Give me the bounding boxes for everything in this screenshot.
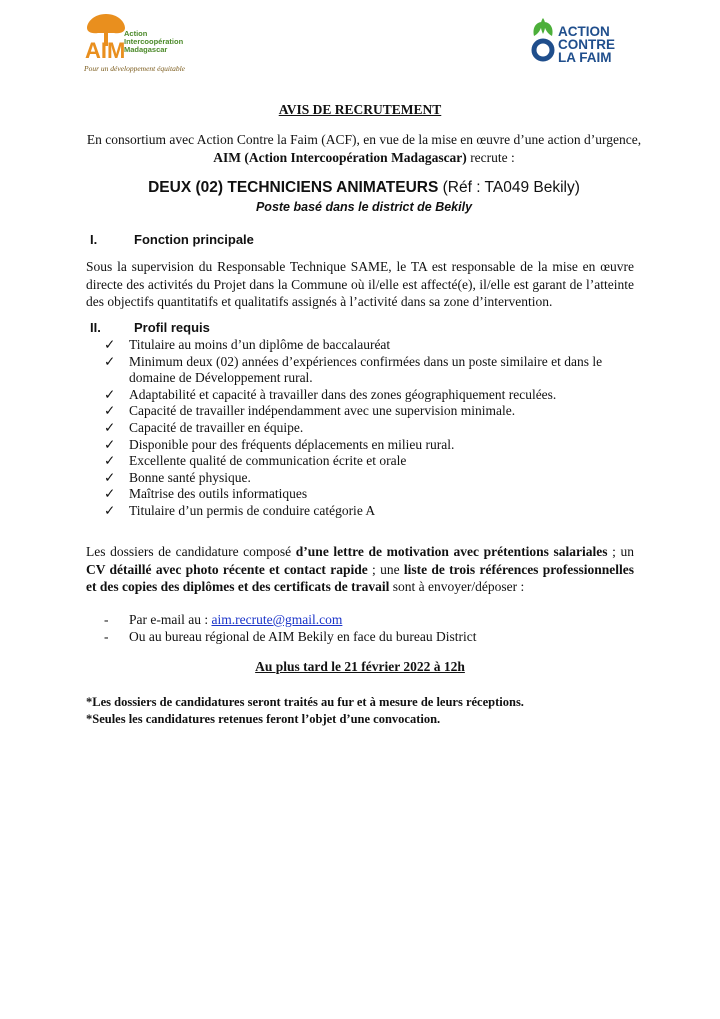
list-item: ✓ Minimum deux (02) années d’expériences confirmées dans un poste similaire et dans le domaine de Développement rural. (104, 353, 603, 386)
aim-tree-icon (84, 12, 128, 62)
list-item: ✓ Bonne santé physique. (104, 469, 251, 485)
checkmark-icon: ✓ (104, 453, 116, 469)
checkmark-icon: ✓ (104, 469, 116, 485)
checkmark-icon: ✓ (104, 486, 116, 502)
list-item: ✓ Titulaire d’un permis de conduire catégorie A (104, 502, 376, 518)
list-item: ✓ Titulaire au moins d’un diplôme de baccalauréat (104, 337, 391, 352)
contact-list (104, 611, 634, 645)
checkmark-icon: ✓ (104, 386, 116, 402)
job-reference: (Réf : TA049 Bekily) (438, 179, 580, 196)
acf-wordmark: ACTION CONTRE LA FAIM (558, 24, 615, 65)
contact-office-item: - Ou au bureau régional de AIM Bekily en face du bureau District (104, 629, 477, 644)
checkmark-icon: ✓ (104, 419, 116, 435)
list-item: ✓ Maîtrise des outils informatiques (104, 486, 308, 502)
list-item: ✓ Excellente qualité de communication écrite et orale (104, 453, 407, 469)
job-location: Poste basé dans le district de Bekily (255, 200, 473, 214)
list-item: ✓ Capacité de travailler indépendamment avec une supervision minimale. (104, 403, 516, 419)
aim-name: Action Intercoopération Madagascar (124, 29, 184, 54)
notes (86, 694, 646, 728)
list-item: ✓ Adaptabilité et capacité à travailler dans des zones géographiquement reculées. (104, 386, 557, 402)
list-item: ✓ Disponible pour des fréquents déplacements en milieu rural. (104, 436, 455, 452)
section-heading-profil: II. Profil requis (90, 320, 210, 335)
checkmark-icon: ✓ (104, 403, 116, 419)
checkmark-icon: ✓ (104, 436, 116, 452)
page-title: AVIS DE RECRUTEMENT (278, 102, 442, 117)
list-item: ✓ Capacité de travailler en équipe. (104, 419, 304, 435)
checkmark-icon: ✓ (104, 353, 116, 369)
checkmark-icon: ✓ (104, 502, 116, 518)
deadline: Au plus tard le 21 février 2022 à 12h (255, 659, 465, 674)
note-line: *Seules les candidatures retenues feront l’objet d’une convocation. (86, 712, 441, 726)
aim-tagline: Pour un développement équitable (84, 64, 186, 73)
job-title (86, 179, 642, 197)
dossier-paragraph: Les dossiers de candidature composé d’une lettre de motivation avec prétentions salariales ; un CV détaillé avec photo récente et contact rapide ; une liste de trois références professionnelles et des copies des diplômes et des certificats de travail sont à envoyer/déposer : (86, 544, 634, 594)
job-title-main: DEUX (02) TECHNICIENS ANIMATEURS (148, 179, 439, 196)
section-heading-fonction: I. Fonction principale (90, 232, 254, 247)
aim-logo (84, 12, 204, 76)
acf-leaf-icon (528, 16, 558, 72)
intro-org: AIM (Action Intercoopération Madagascar) (213, 150, 467, 165)
profil-list (104, 337, 644, 520)
aim-letters: AIM (85, 38, 126, 62)
note-line: *Les dossiers de candidatures seront traités au fur et à mesure de leurs réceptions. (86, 695, 524, 709)
section-fonction-text: Sous la supervision du Responsable Technique SAME, le TA est responsable de la mise en œuvre directe des activités du Projet dans la Commune où il/elle est affecté(e), il/elle est garant de l’atteinte des objectifs quantitatifs et qualitatifs assignés à l’activité dans sa zone d’intervention. (86, 259, 634, 309)
checkmark-icon: ✓ (104, 337, 116, 352)
contact-email-item: - Par e-mail au : aim.recrute@gmail.com (104, 612, 343, 627)
acf-logo (528, 16, 628, 72)
email-link[interactable]: aim.recrute@gmail.com (211, 612, 343, 627)
intro-paragraph: En consortium avec Action Contre la Faim (ACF), en vue de la mise en œuvre d’une action d’urgence, AIM (Action Intercoopération Madagascar) recrute : (86, 132, 642, 165)
